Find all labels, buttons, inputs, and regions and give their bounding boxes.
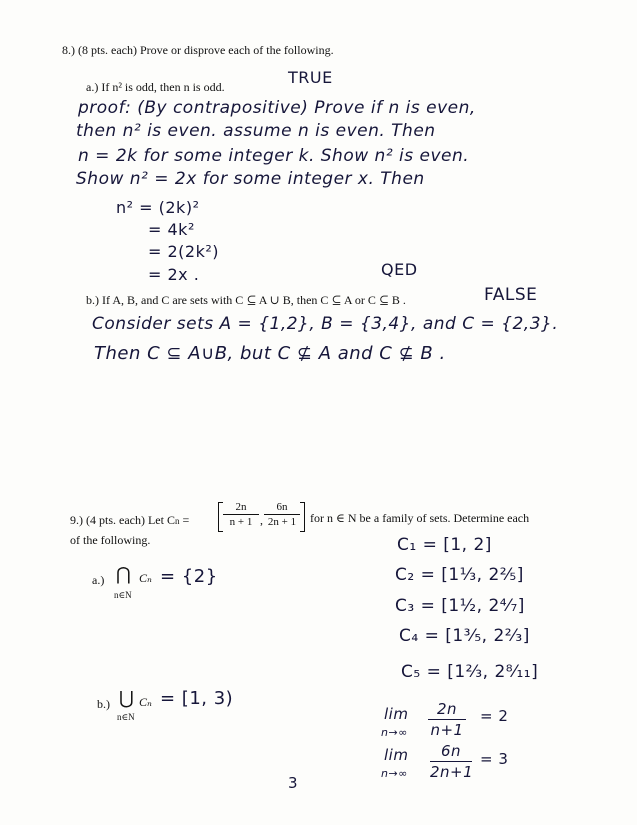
q9-set-c4: C₄ = [1³⁄₅, 2²⁄₃] [399,626,530,646]
q8b-prompt: b.) If A, B, and C are sets with C ⊆ A ∪ B, then C ⊆ A or C ⊆ B . [86,293,406,307]
q8a-step-1: n² = (2k)² [116,198,200,217]
q9a-label: a.) [92,573,105,587]
q9b-index: n∈N [117,712,135,722]
q9-frac-1-den: n + 1 [229,516,253,528]
q9-lim-1-word: lim [384,705,409,723]
q9-set-c2: C₂ = [1⅓, 2⅖] [395,565,524,585]
q9b-union: ⋃ [119,688,134,708]
q9-lim-1-under: n→∞ [381,726,408,739]
q9a-index: n∈N [114,590,132,600]
q9-intro-rest: for n ∈ N be a family of sets. Determine each [310,511,530,525]
q9a-answer: = {2} [160,566,218,587]
page-number: 3 [288,774,299,792]
q8a-step-2: = 4k² [148,220,195,239]
q9-lim-2-den: 2n+1 [430,763,474,781]
q9-intro-line-2: of the following. [70,533,151,547]
q9-frac-2 [264,501,300,528]
q9-intro-eq: = [182,513,190,527]
q9b-set: Cₙ [139,695,152,709]
q8a-step-4: = 2x . [148,265,200,284]
q8a-proof-line-4: Show n² = 2x for some integer x. Then [76,169,425,189]
q9-lim-1-frac [428,700,466,739]
q9-lim-2-num: 6n [440,742,462,760]
q9-lim-2-word: lim [384,746,409,764]
q9a-set: Cₙ [139,571,152,585]
q8a-proof-line-2: then n² is even. assume n is even. Then [76,121,436,141]
q9-frac-comma: , [260,513,263,527]
q9-frac-1 [223,501,259,528]
q8a-verdict: TRUE [288,68,333,87]
q8-header: 8.) (8 pts. each) Prove or disprove each of the following. [62,43,334,57]
q8a-proof-line-3: n = 2k for some integer k. Show n² is even. [78,146,470,166]
q9-lim-1-den: n+1 [430,721,464,739]
q8a-step-3: = 2(2k²) [148,242,220,261]
q8b-line-1: Consider sets A = {1,2}, B = {3,4}, and C = {2,3}. [92,314,559,334]
q8a-qed: QED [381,260,418,279]
q8a-prompt: a.) If n² is odd, then n is odd. [86,80,225,94]
q9-intro-sub: n [174,516,180,526]
q8a-proof-line-1: proof: (By contrapositive) Prove if n is even, [78,98,476,118]
q9-lim-2-result: = 3 [480,750,509,768]
q9-lim-2-frac [430,742,472,781]
q9b-answer: = [1, 3) [160,688,234,709]
q9a-intersection: ⋂ [116,564,131,584]
q9-frac-2-num: 6n [276,501,288,513]
q9-intro-start: 9.) (4 pts. each) Let C [70,513,175,527]
q9-frac-2-den: 2n + 1 [267,516,297,528]
q9-lim-1-result: = 2 [480,707,509,725]
q9-set-c1: C₁ = [1, 2] [397,535,492,555]
q9-bracket-right [300,502,305,532]
q9-intro [70,513,189,528]
q9b-label: b.) [97,697,110,711]
q9-lim-1-num: 2n [436,700,458,718]
q8b-line-2: Then C ⊆ A∪B, but C ⊈ A and C ⊈ B . [94,343,446,364]
q9-lim-2-under: n→∞ [381,767,408,780]
q8b-verdict: FALSE [484,285,538,305]
q9-set-c3: C₃ = [1½, 2⁴⁄₇] [395,596,525,616]
q9-frac-1-num: 2n [235,501,247,513]
q9-set-c5: C₅ = [1⅔, 2⁸⁄₁₁] [401,662,539,682]
